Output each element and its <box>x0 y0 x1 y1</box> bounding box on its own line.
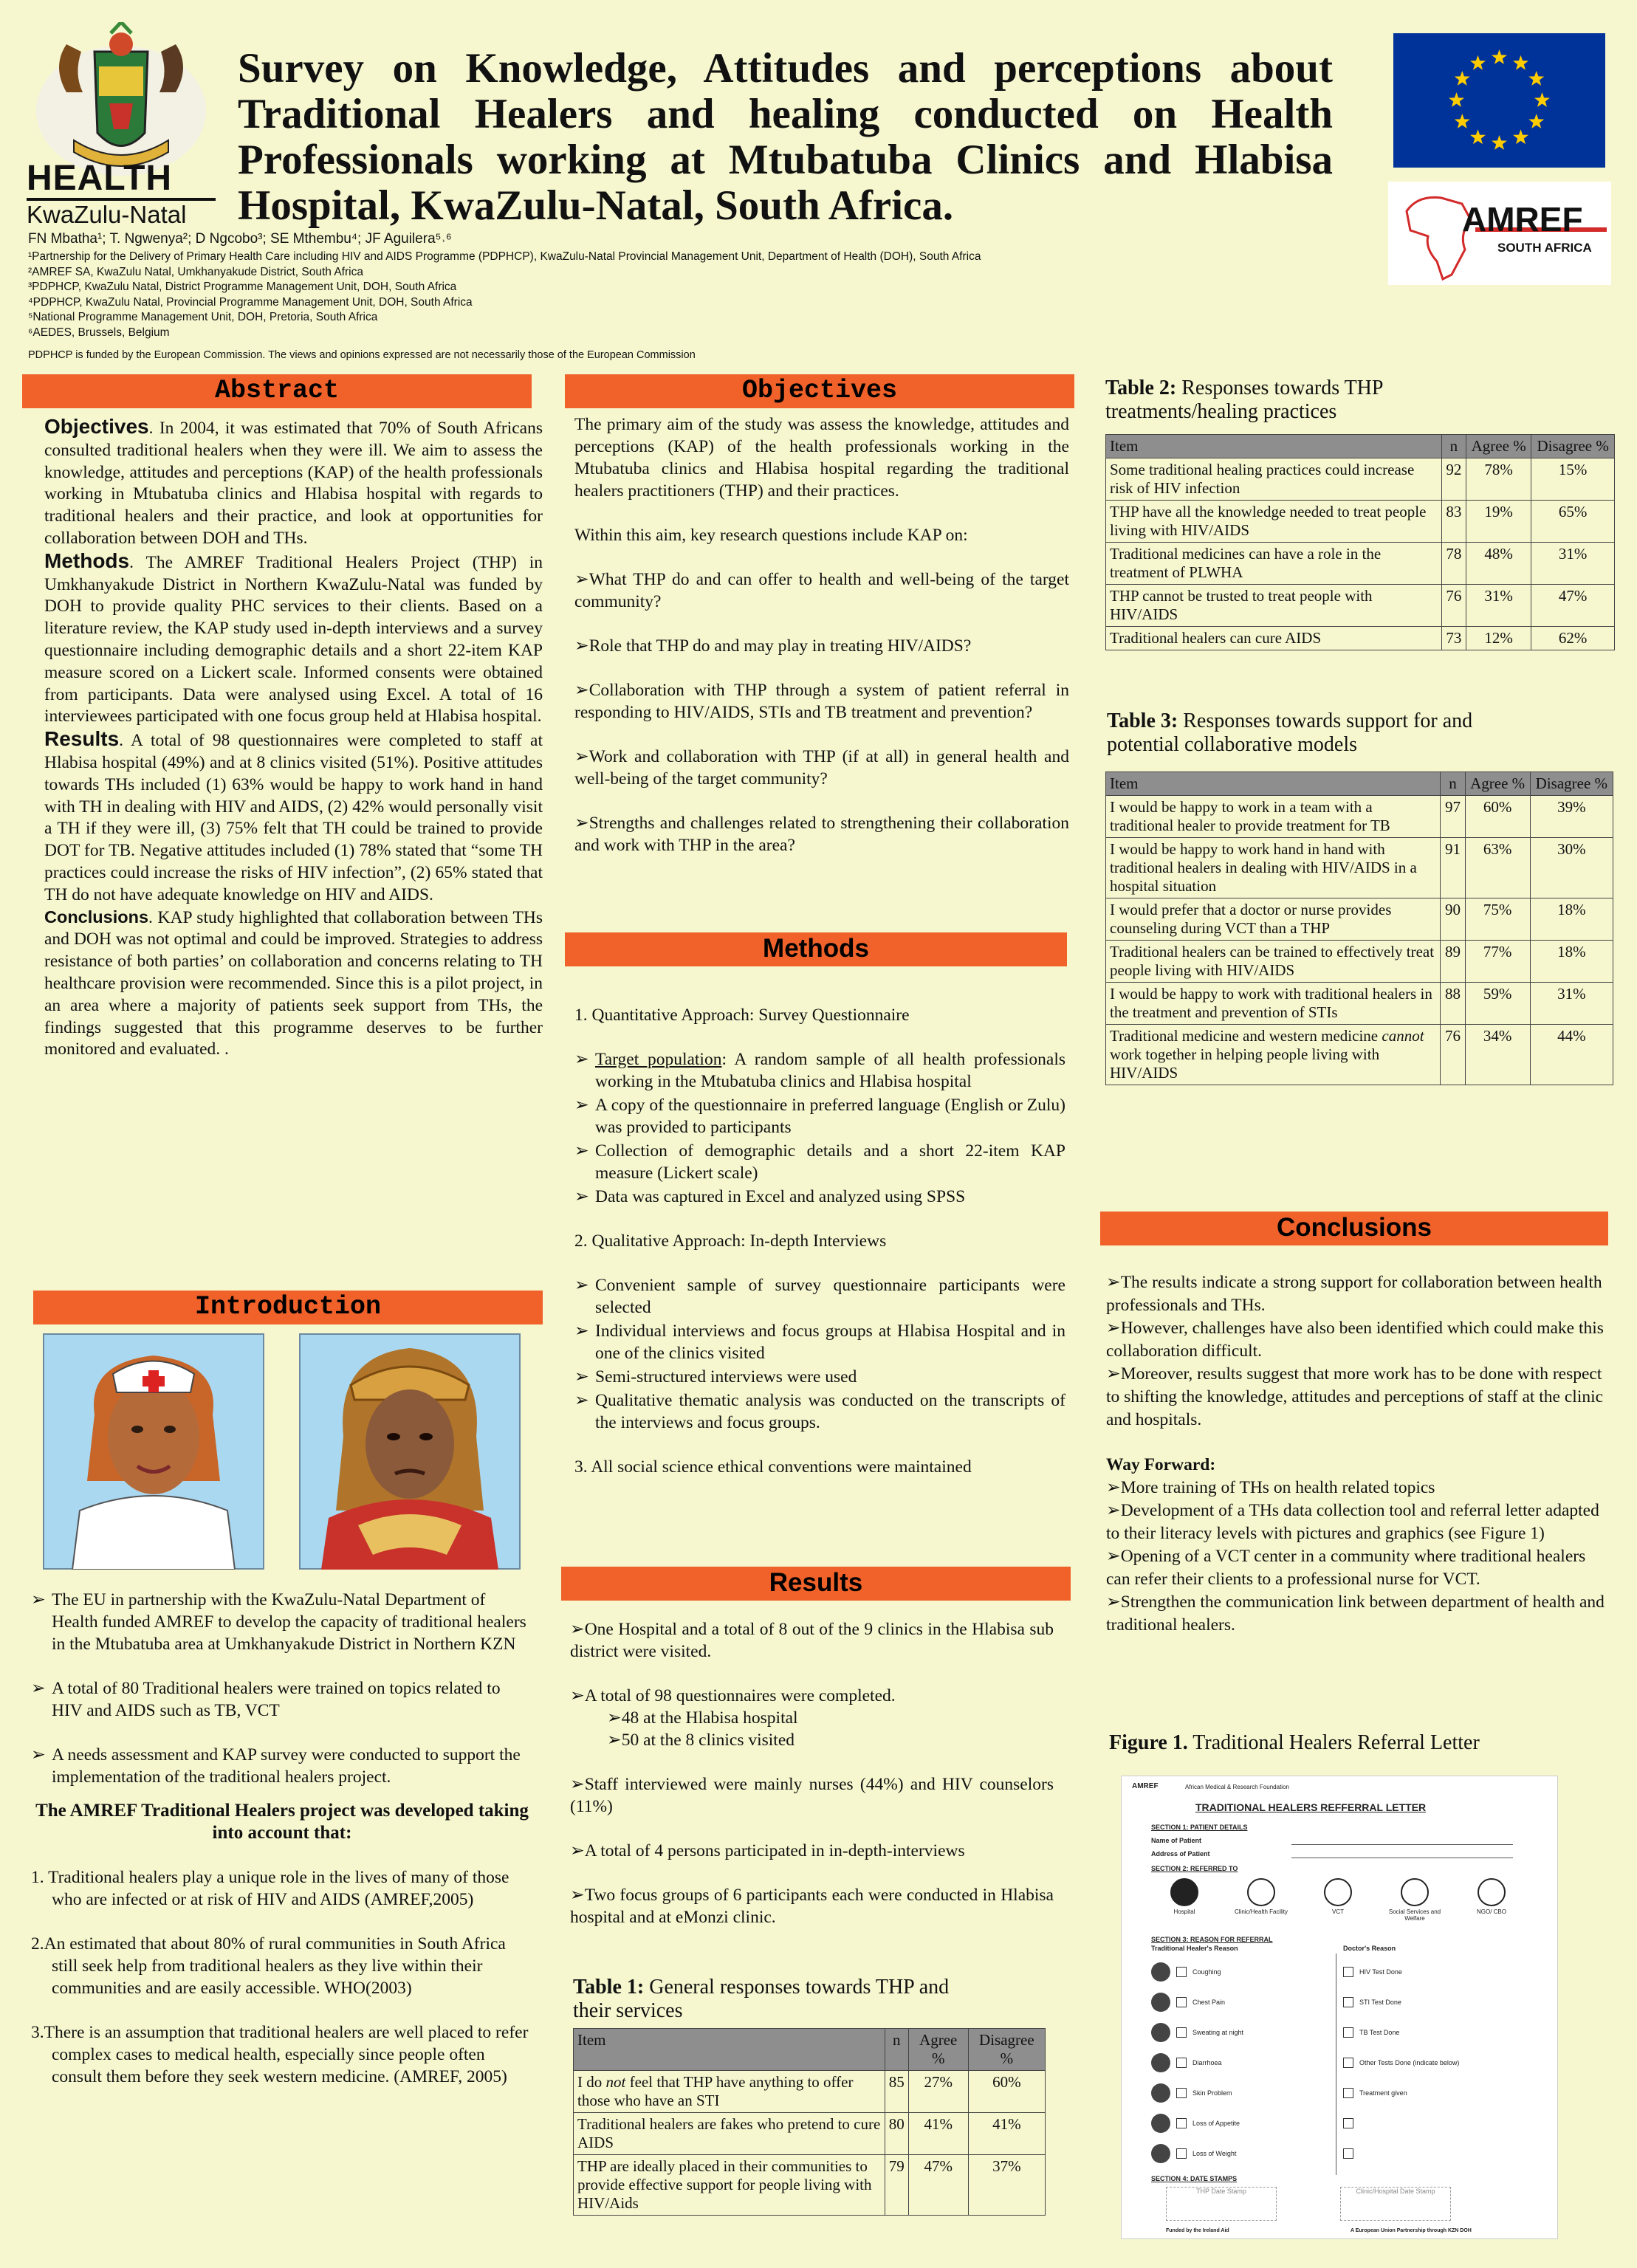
table-agree-cell: 63% <box>1465 838 1530 898</box>
table-n-cell: 80 <box>885 2113 908 2155</box>
results-item: ➢Two focus groups of 6 participants each were conducted in Hlabisa hospital and at eMonzi clinic. <box>570 1886 1054 1927</box>
table-header-row <box>574 2029 1046 2071</box>
checkbox-icon <box>1343 2027 1353 2038</box>
objective-question: ➢Strengths and challenges related to strengthening their collaboration and work with THP in the area? <box>574 814 1069 855</box>
way-forward-point: ➢More training of THs on health related topics <box>1106 1478 1435 1497</box>
letter-section2: SECTION 2: REFERRED TO <box>1151 1865 1238 1872</box>
letter-footer-left: Funded by the Ireland Aid <box>1166 2228 1229 2233</box>
referral-option: NGO/ CBO <box>1458 1878 1525 1915</box>
table-disagree-cell: 30% <box>1530 838 1613 898</box>
referral-option: Hospital <box>1151 1878 1218 1915</box>
symptom-icon <box>1151 2023 1170 2042</box>
intro-point: 1. Traditional healers play a unique role in the lives of many of those who are infected or at risk of HIV and AIDS (AMREF,2005) <box>31 1868 509 1909</box>
table-n-cell: 90 <box>1441 898 1465 941</box>
letter-address-label: Address of Patient <box>1151 1850 1210 1858</box>
authors-line: FN Mbatha¹; T. Ngwenya²; D Ngcobo³; SE Mthembu⁴; JF Aguilera⁵˒⁶ <box>28 231 452 247</box>
kzn-health-logo <box>22 22 220 227</box>
referral-option: VCT <box>1305 1878 1371 1915</box>
methods-ethics: 3. All social science ethical conventions were maintained <box>574 1457 972 1477</box>
letter-referral-options <box>1151 1878 1535 1931</box>
affiliation-line: ¹Partnership for the Delivery of Primary Health Care including HIV and AIDS Programme (PDPHCP), KwaZulu-Natal Provincial Management Unit, Department of Health (DOH), South Africa <box>28 250 981 263</box>
table-item-cell: I would prefer that a doctor or nurse provides counseling during VCT than a THP <box>1106 898 1441 941</box>
table-disagree-cell: 47% <box>1531 585 1615 627</box>
table-header-cell: n <box>1441 772 1465 796</box>
eu-flag-icon <box>1393 33 1605 168</box>
checkbox-icon <box>1176 2118 1187 2128</box>
symptom-icon <box>1151 2053 1170 2072</box>
table1-caption: Table 1: General responses towards THP and their services <box>573 1976 950 2022</box>
objectives-heading: Objectives <box>565 374 1074 408</box>
results-subitem: ➢50 at the 8 clinics visited <box>607 1731 795 1750</box>
table-disagree-cell: 39% <box>1530 796 1613 838</box>
abstract-objectives-text: . In 2004, it was estimated that 70% of South Africans consulted traditional healers when they were ill. We aim to assess the knowledge, attitudes and perceptions (KAP) of the health professionals working in Mtubatuba clinics and Hlabisa hospital with regards to traditional healers and their practice, and look at opportunities for collaboration between DOH and THs. <box>44 419 543 548</box>
table-header-row <box>1106 435 1615 458</box>
results-heading: Results <box>561 1567 1071 1601</box>
table-row <box>574 2155 1046 2216</box>
table-agree-cell: 75% <box>1465 898 1530 941</box>
letter-clinic-stamp: Clinic/Hospital Date Stamp <box>1340 2187 1451 2221</box>
table-header-cell: Disagree % <box>968 2029 1045 2071</box>
letter-checklist-row: Diarrhoea <box>1151 2047 1336 2078</box>
poster-title: Survey on Knowledge, Attitudes and perceptions about Traditional Healers and healing conducted on Health Professionals working at Mtubatuba Clinics and Hlabisa Hospital, KwaZulu-Natal, South Africa. <box>238 45 1333 229</box>
checkbox-icon <box>1343 2118 1353 2128</box>
objective-question: ➢Collaboration with THP through a system of patient referral in responding to HIV/AIDS, STIs and TB treatment and prevention? <box>574 681 1069 722</box>
table3 <box>1105 772 1613 1085</box>
table-agree-cell: 78% <box>1466 458 1531 501</box>
amref-logo-sub: SOUTH AFRICA <box>1497 241 1592 255</box>
table-disagree-cell: 37% <box>968 2155 1045 2216</box>
table-item-cell: I would be happy to work in a team with a traditional healer to provide treatment for TB <box>1106 796 1441 838</box>
table-row <box>1106 941 1613 983</box>
letter-checklist-row: HIV Test Done <box>1343 1956 1528 1987</box>
table3-caption: Table 3: Responses towards support for and potential collaborative models <box>1107 709 1473 756</box>
table-header-cell: n <box>885 2029 908 2071</box>
table-row <box>1106 543 1615 585</box>
abstract-objectives-keyword: Objectives <box>44 415 149 438</box>
checkbox-icon <box>1176 2148 1187 2159</box>
symptom-icon <box>1151 1962 1170 1982</box>
symptom-icon <box>1151 2114 1170 2133</box>
conclusion-point: ➢The results indicate a strong support for collaboration between health professionals and THs. <box>1106 1273 1602 1315</box>
checkbox-icon <box>1343 2148 1353 2159</box>
methods-quant-bullet: ➢ Data was captured in Excel and analyzed using SPSS <box>574 1186 1065 1208</box>
table-header-row <box>1106 772 1613 796</box>
table-row <box>574 2071 1046 2113</box>
table-disagree-cell: 15% <box>1531 458 1615 501</box>
referral-option: Clinic/Health Facility <box>1228 1878 1294 1915</box>
letter-symptom-list <box>1151 1956 1336 2168</box>
checkbox-icon <box>1343 1997 1353 2007</box>
table-disagree-cell: 18% <box>1530 941 1613 983</box>
checkbox-icon <box>1343 2058 1353 2068</box>
letter-org: African Medical & Research Foundation <box>1185 1784 1289 1790</box>
affiliation-line: ²AMREF SA, KwaZulu Natal, Umkhanyakude District, South Africa <box>28 265 363 278</box>
conclusions-heading: Conclusions <box>1100 1212 1608 1245</box>
table-n-cell: 92 <box>1441 458 1466 501</box>
letter-section3: SECTION 3: REASON FOR REFERRAL <box>1151 1936 1273 1943</box>
intro-point: 3.There is an assumption that traditional healers are well placed to refer complex cases to medical health, especially since people often consult them before they seek western medicine. (AMREF, 2005) <box>31 2023 529 2086</box>
table-item-cell: THP cannot be trusted to treat people with HIV/AIDS <box>1106 585 1442 627</box>
table-disagree-cell: 41% <box>968 2113 1045 2155</box>
letter-doc-reason: Doctor's Reason <box>1343 1945 1396 1952</box>
methods-target-population: ➢ Target population: A random sample of all health professionals working in the Mtubatuba clinics and Hlabisa hospital <box>574 1048 1065 1093</box>
table-row <box>1106 501 1615 543</box>
letter-checklist-row: TB Test Done <box>1343 2017 1528 2047</box>
table-item-cell: THP have all the knowledge needed to treat people living with HIV/AIDS <box>1106 501 1442 543</box>
results-body <box>570 1618 1054 1951</box>
results-item: ➢A total of 4 persons participated in in-depth-interviews <box>570 1841 965 1860</box>
traditional-healer-icon <box>299 1333 521 1570</box>
table-agree-cell: 60% <box>1465 796 1530 838</box>
table-item-cell: I would be happy to work with traditional healers in the treatment and prevention of STIs <box>1106 983 1441 1025</box>
introduction-body <box>31 1589 533 2110</box>
letter-title: TRADITIONAL HEALERS REFFERRAL LETTER <box>1195 1801 1427 1813</box>
letter-amref-logo: AMREF <box>1132 1782 1159 1790</box>
checkbox-icon <box>1176 2088 1187 2098</box>
introduction-heading: Introduction <box>33 1291 543 1324</box>
abstract-body <box>44 416 543 1061</box>
table-row <box>574 2113 1046 2155</box>
referral-option-icon <box>1324 1878 1352 1906</box>
referral-option-icon <box>1247 1878 1275 1906</box>
affiliation-line: ⁴PDPHCP, KwaZulu Natal, Provincial Programme Management Unit, DOH, South Africa <box>28 295 473 309</box>
abstract-methods-keyword: Methods <box>44 549 130 572</box>
objective-question: ➢What THP do and can offer to health and well-being of the target community? <box>574 570 1069 611</box>
conclusions-body <box>1106 1271 1608 1637</box>
methods-qual-bullet: ➢ Semi-structured interviews were used <box>574 1366 1065 1388</box>
referral-option: Social Services and Welfare <box>1382 1878 1448 1922</box>
letter-name-label: Name of Patient <box>1151 1837 1202 1844</box>
results-item: ➢A total of 98 questionnaires were completed. <box>570 1686 896 1705</box>
table-n-cell: 78 <box>1441 543 1466 585</box>
table-n-cell: 79 <box>885 2155 908 2216</box>
table-agree-cell: 31% <box>1466 585 1531 627</box>
checkbox-icon <box>1176 2027 1187 2038</box>
table-agree-cell: 12% <box>1466 627 1531 650</box>
way-forward-point: ➢Development of a THs data collection tool and referral letter adapted to their literacy levels with pictures and graphics (see Figure 1) <box>1106 1501 1599 1543</box>
methods-body <box>574 1004 1065 1500</box>
table-row <box>1106 898 1613 941</box>
table-agree-cell: 34% <box>1465 1025 1530 1085</box>
table-disagree-cell: 31% <box>1531 543 1615 585</box>
letter-checklist-row: Loss of Appetite <box>1151 2108 1336 2138</box>
table2 <box>1105 434 1615 650</box>
symptom-icon <box>1151 2144 1170 2163</box>
abstract-conclusions-text: . KAP study highlighted that collaboration between THs and DOH was not optimal and could be improved. Strategies to address resistance of both parties’ on collaboration and concerns relating to TH healthcare provision were recommended. Since this is a pilot project, in an area where a majority of patients seek support from THs, the findings suggested that this programme deserves to be further monitored and evaluated. . <box>44 907 543 1059</box>
way-forward-heading: Way Forward: <box>1106 1455 1216 1474</box>
letter-checklist-row: Treatment given <box>1343 2078 1528 2108</box>
table-item-cell: Traditional medicine and western medicine cannot work together in helping people living with HIV/AIDS <box>1106 1025 1441 1085</box>
letter-th-reason: Traditional Healer's Reason <box>1151 1945 1238 1952</box>
table-item-cell: Traditional medicines can have a role in the treatment of PLWHA <box>1106 543 1442 585</box>
results-item: ➢One Hospital and a total of 8 out of the 9 clinics in the Hlabisa sub district were visited. <box>570 1620 1054 1661</box>
checkbox-icon <box>1343 1967 1353 1977</box>
letter-checklist-row <box>1343 2138 1528 2168</box>
methods-quantitative: 1. Quantitative Approach: Survey Questionnaire <box>574 1006 910 1025</box>
table-row <box>1106 838 1613 898</box>
objectives-body <box>574 413 1069 879</box>
table-disagree-cell: 62% <box>1531 627 1615 650</box>
way-forward-point: ➢Strengthen the communication link between department of health and traditional healers. <box>1106 1592 1605 1635</box>
table-item-cell: Traditional healers are fakes who pretend to cure AIDS <box>574 2113 885 2155</box>
table-n-cell: 85 <box>885 2071 908 2113</box>
healer-illustration <box>299 1333 521 1570</box>
table-item-cell: I do not feel that THP have anything to offer those who have an STI <box>574 2071 885 2113</box>
table-header-cell: n <box>1441 435 1466 458</box>
table-n-cell: 83 <box>1441 501 1466 543</box>
table-n-cell: 76 <box>1441 585 1466 627</box>
affiliation-line: ⁶AEDES, Brussels, Belgium <box>28 326 170 339</box>
objectives-intro: The primary aim of the study was assess the knowledge, attitudes and perceptions (KAP) of the health professionals working in the Mtubatuba clinics and Hlabisa hospital regarding the traditional healers practitioners (THP) and their practices. <box>574 415 1069 501</box>
health-logo-text: HEALTH <box>27 159 216 201</box>
abstract-heading: Abstract <box>22 374 532 408</box>
table-disagree-cell: 44% <box>1530 1025 1613 1085</box>
table-header-cell: Disagree % <box>1531 435 1615 458</box>
symptom-icon <box>1151 1993 1170 2012</box>
letter-checklist-row: Sweating at night <box>1151 2017 1336 2047</box>
table-header-cell: Item <box>1106 772 1441 796</box>
table-agree-cell: 27% <box>908 2071 968 2113</box>
methods-qualitative: 2. Qualitative Approach: In-depth Interviews <box>574 1231 887 1251</box>
abstract-results-text: . A total of 98 questionnaires were completed to staff at Hlabisa hospital (49%) and at 8 clinics visited (51%). Positive attitudes towards THs included (1) 63% would be happy to work hand in hand with TH in dealing with HIV and AIDS, (2) 42% would personally visit a TH if they were ill, (3) 75% felt that TH could be trained to provide DOT for TB. Negative attitudes included (1) 78% stated that “some TH practices could increase the risks of HIV infection”, (2) 65% stated that TH do not have adequate knowledge on HIV and AIDS. <box>44 731 543 904</box>
table-header-cell: Disagree % <box>1530 772 1613 796</box>
referral-option-icon <box>1401 1878 1429 1906</box>
table-header-cell: Agree % <box>908 2029 968 2071</box>
affiliations <box>28 250 1283 340</box>
table-agree-cell: 41% <box>908 2113 968 2155</box>
amref-logo-name: AMREF <box>1462 200 1583 238</box>
table-item-cell: I would be happy to work hand in hand with traditional healers in dealing with HIV/AIDS in a hospital situation <box>1106 838 1441 898</box>
objective-question: ➢Work and collaboration with THP (if at all) in general health and well-being of the target community? <box>574 747 1069 788</box>
table-n-cell: 97 <box>1441 796 1465 838</box>
way-forward-point: ➢Opening of a VCT center in a community where traditional healers can refer their clients to a professional nurse for VCT. <box>1106 1547 1586 1589</box>
letter-section4: SECTION 4: DATE STAMPS <box>1151 2175 1238 2182</box>
letter-section1: SECTION 1: PATIENT DETAILS <box>1151 1824 1248 1831</box>
intro-subheading: The AMREF Traditional Healers project was developed taking into account that: <box>35 1801 529 1843</box>
table-item-cell: Traditional healers can cure AIDS <box>1106 627 1442 650</box>
methods-qual-bullet: ➢ Convenient sample of survey questionnaire participants were selected <box>574 1274 1065 1319</box>
table-n-cell: 91 <box>1441 838 1465 898</box>
table-agree-cell: 77% <box>1465 941 1530 983</box>
table-n-cell: 89 <box>1441 941 1465 983</box>
table-item-cell: Traditional healers can be trained to effectively treat people living with HIV/AIDS <box>1106 941 1441 983</box>
checkbox-icon <box>1176 1967 1187 1977</box>
table-agree-cell: 48% <box>1466 543 1531 585</box>
referral-option-icon <box>1170 1878 1198 1906</box>
affiliation-line: ³PDPHCP, KwaZulu Natal, District Programme Management Unit, DOH, South Africa <box>28 281 457 293</box>
letter-checklist-row: Coughing <box>1151 1956 1336 1987</box>
table-header-cell: Item <box>1106 435 1442 458</box>
letter-footer-right: A European Union Partnership through KZN DOH <box>1351 2228 1472 2233</box>
table-agree-cell: 47% <box>908 2155 968 2216</box>
table-disagree-cell: 18% <box>1530 898 1613 941</box>
conclusion-point: ➢Moreover, results suggest that more work has to be done with respect to shifting the knowledge, attitudes and perceptions of staff at the clinic and hospitals. <box>1106 1364 1604 1429</box>
table-header-cell: Item <box>574 2029 885 2071</box>
table-n-cell: 73 <box>1441 627 1466 650</box>
letter-checklist-row <box>1343 2108 1528 2138</box>
table-agree-cell: 59% <box>1465 983 1530 1025</box>
table-item-cell: THP are ideally placed in their communities to provide effective support for people living with HIV/Aids <box>574 2155 885 2216</box>
intro-point: 2.An estimated that about 80% of rural communities in South Africa still seek help from traditional healers as they live within their communities and are easily accessible. WHO(2003) <box>31 1934 506 1998</box>
methods-quant-bullet: ➢ A copy of the questionnaire in preferred language (English or Zulu) was provided to participants <box>574 1094 1065 1138</box>
abstract-results-keyword: Results <box>44 727 120 751</box>
results-item: ➢Staff interviewed were mainly nurses (44%) and HIV counselors (11%) <box>570 1775 1054 1816</box>
nurse-icon <box>43 1333 264 1570</box>
intro-bullet: ➢ A total of 80 Traditional healers were trained on topics related to HIV and AIDS such as TB, VCT <box>31 1677 533 1722</box>
table-header-cell: Agree % <box>1466 435 1531 458</box>
conclusion-point: ➢However, challenges have also been identified which could make this collaboration difficult. <box>1106 1319 1604 1361</box>
abstract-methods-text: . The AMREF Traditional Healers Project (THP) in Umkhanyakude District in Northern KwaZulu-Natal was funded by DOH to provide quality PHC services to their clients. Based on a literature review, the KAP study used in-depth interviews and a survey questionnaire including demographic details and a short 22-item KAP measure scored on a Lickert scale. Informed consents were obtained from participants. Data were analysed using Excel. A total of 16 interviewees participated with one focus group held at Hlabisa hospital. <box>44 552 543 726</box>
table-disagree-cell: 65% <box>1531 501 1615 543</box>
nurse-illustration <box>43 1333 264 1570</box>
objectives-within: Within this aim, key research questions include KAP on: <box>574 526 968 545</box>
methods-heading: Methods <box>565 932 1067 966</box>
figure1-caption: Figure 1. Traditional Healers Referral Letter <box>1109 1731 1480 1754</box>
table1 <box>573 2028 1046 2216</box>
table-row <box>1106 627 1615 650</box>
letter-checklist-row: Skin Problem <box>1151 2078 1336 2108</box>
letter-checklist-row: STI Test Done <box>1343 1987 1528 2017</box>
referral-letter-figure <box>1121 1776 1558 2239</box>
table-n-cell: 88 <box>1441 983 1465 1025</box>
methods-quant-bullet: ➢ Collection of demographic details and a short 22-item KAP measure (Lickert scale) <box>574 1140 1065 1184</box>
abstract-conclusions-keyword: Conclusions <box>44 907 149 927</box>
methods-qual-bullet: ➢ Qualitative thematic analysis was conducted on the transcripts of the interviews and focus groups. <box>574 1389 1065 1434</box>
table-row <box>1106 983 1613 1025</box>
table-disagree-cell: 60% <box>968 2071 1045 2113</box>
table-row <box>1106 1025 1613 1085</box>
table-n-cell: 76 <box>1441 1025 1465 1085</box>
amref-logo <box>1388 182 1611 285</box>
table-item-cell: Some traditional healing practices could increase risk of HIV infection <box>1106 458 1442 501</box>
letter-checklist-row: Other Tests Done (indicate below) <box>1343 2047 1528 2078</box>
funding-note: PDPHCP is funded by the European Commission. The views and opinions expressed are not necessarily those of the European Commission <box>28 349 696 361</box>
methods-qual-bullet: ➢ Individual interviews and focus groups at Hlabisa Hospital and in one of the clinics visited <box>574 1320 1065 1364</box>
letter-doctor-list <box>1343 1956 1528 2168</box>
letter-checklist-row: Loss of Weight <box>1151 2138 1336 2168</box>
table-disagree-cell: 31% <box>1530 983 1613 1025</box>
table-header-cell: Agree % <box>1465 772 1530 796</box>
kzn-logo-text: KwaZulu-Natal <box>27 201 187 228</box>
checkbox-icon <box>1176 1997 1187 2007</box>
table-agree-cell: 19% <box>1466 501 1531 543</box>
table-row <box>1106 585 1615 627</box>
symptom-icon <box>1151 2083 1170 2103</box>
intro-bullet: ➢ A needs assessment and KAP survey were conducted to support the implementation of the traditional healers project. <box>31 1744 533 1788</box>
results-subitem: ➢48 at the Hlabisa hospital <box>607 1708 798 1728</box>
intro-bullet: ➢ The EU in partnership with the KwaZulu-Natal Department of Health funded AMREF to develop the capacity of traditional healers in the Mtubatuba area at Umkhanyakude District in Northern KZN <box>31 1589 533 1655</box>
referral-option-icon <box>1478 1878 1506 1906</box>
checkbox-icon <box>1176 2058 1187 2068</box>
objective-question: ➢Role that THP do and may play in treating HIV/AIDS? <box>574 636 972 656</box>
table-row <box>1106 796 1613 838</box>
letter-checklist-row: Chest Pain <box>1151 1987 1336 2017</box>
affiliation-line: ⁵National Programme Management Unit, DOH, Pretoria, South Africa <box>28 311 378 323</box>
letter-thp-stamp: THP Date Stamp <box>1166 2187 1277 2221</box>
table2-caption: Table 2: Responses towards THP treatments/healing practices <box>1105 377 1383 423</box>
checkbox-icon <box>1343 2088 1353 2098</box>
table-row <box>1106 458 1615 501</box>
